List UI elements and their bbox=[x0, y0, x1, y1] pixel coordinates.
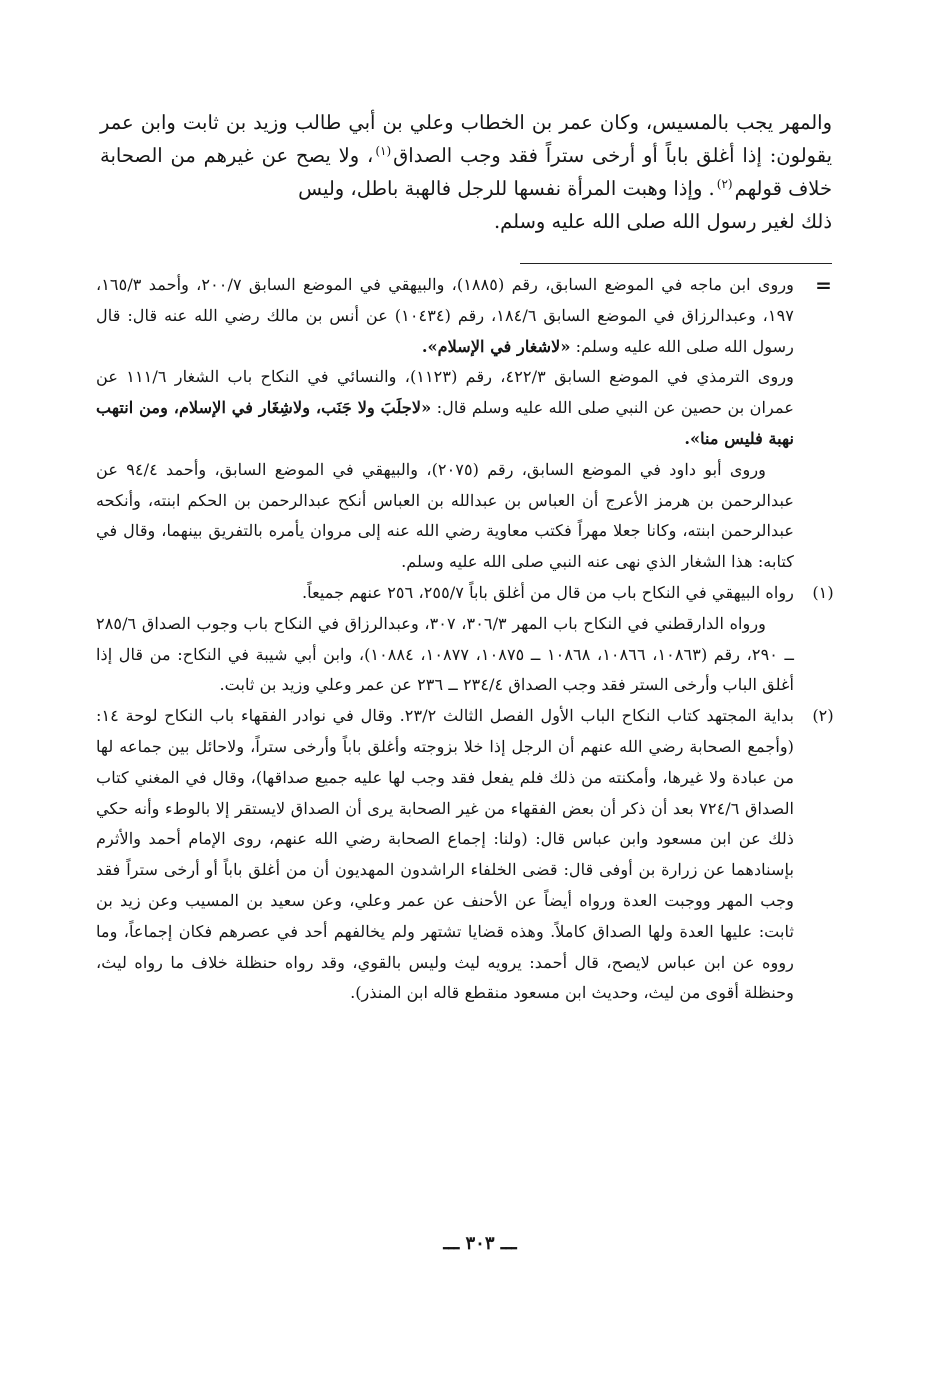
footnotes-section bbox=[96, 270, 844, 1009]
main-text-line bbox=[100, 106, 832, 205]
footnote-paragraph: وروى أبو داود في الموضع السابق، رقم (٢٠٧٥)، والبيهقي في الموضع السابق، وأحمد ٩٤/٤ عن عبدالرحمن بن هرمز الأعرج أن العباس بن عبدالله بن العباس أنكح عبدالرحمن بن الحكم ابنته، وأنكحه عبدالرحمن ابنته، وكانا جعلا مهراً فكتب معاوية رضي الله عنه إلى مروان يأمره بالتفريق بينهما، وقال في كتابه: هذا الشغار الذي نهى عنه النبي صلى الله عليه وسلم. bbox=[96, 459, 794, 572]
main-text-line-3-end: . وإذا وهبت المرأة نفسها للرجل فالهبة باطل، وليس bbox=[298, 177, 715, 200]
page-number: ـــ ٣٠٣ ـــ bbox=[443, 1233, 517, 1254]
footnote-text: وروى ابن ماجه في الموضع السابق، رقم (١٨٨٥)، والبيهقي في الموضع السابق ٢٠٠/٧، وأحمد ١٦٥/٣، ١٩٧، وعبدالرزاق في الموضع السابق ١٨٤/٦، رقم (١٠٤٣٤) عن أنس بن مالك رضي الله عنه قال: قال رسول الله صلى الله عليه وسلم: bbox=[96, 275, 794, 356]
hadith-quote: «لاجلَبَ ولا جَنَب، ولاشِغَار في الإسلام، ومن انتهب نهبة فليس منا». bbox=[96, 398, 794, 448]
footnote-ref-1: (١) bbox=[375, 143, 392, 158]
footnote-paragraph: رواه البيهقي في النكاح باب من قال من أغلق باباً ٢٥٥/٧، ٢٥٦ عنهم جميعاً. bbox=[302, 582, 794, 602]
footnote-paragraph: بداية المجتهد كتاب النكاح الباب الأول الفصل الثالث ٢٣/٢. وقال في نوادر الفقهاء باب النكاح لوحة ١٤: (وأجمع الصحابة رضي الله عنهم أن الرجل إذا خلا بزوجته وأغلق باباً وأرخى ستراً، ولاحائل بين جماعه لها من عبادة ولا غيرها، وأمكنته من ذلك فلم يفعل فقد وجب لها عليه جميع صداقها)، وقال في المغني كتاب الصداق ٧٢٤/٦ بعد أن ذكر أن بعض الفقهاء من غير الصحابة يرى أن الصداق لايستقر إلا بالوطء وأنه حكي ذلك عن ابن مسعود وابن عباس قال: (ولنا: إجماع الصحابة رضي الله عنهم، روى الإمام أحمد والأثرم بإسنادهما عن زرارة بن أوفى قال: قضى الخلفاء الراشدون المهديون أن من أغلق باباً أو أرخى ستراً فقد وجب المهر ووجبت العدة ورواه أيضاً عن الأحنف عن عمر وعلي، وعن سعيد بن المسيب وعن زيد بن ثابت: عليها العدة ولها الصداق كاملاً. وهذه قضايا تشتهر ولم يخالفهم أحد في عصرهم فكان إجماعاً، وما رووه عن ابن عباس لايصح، قال أحمد: يرويه ليث وليس بالقوي، وقد رواه حنظلة خلاف ما رواه ليث، وحنظلة أقوى من ليث، وحديث ابن مسعود منقطع قاله ابن المنذر). bbox=[96, 706, 794, 1003]
main-text-block bbox=[100, 106, 832, 238]
hadith-quote: «لاشغار في الإسلام». bbox=[421, 336, 571, 356]
footnote-separator bbox=[520, 263, 832, 264]
footnote-paragraph: ورواه الدارقطني في النكاح باب المهر ٣٠٦/٣، ٣٠٧، وعبدالرزاق في النكاح باب وجوب الصداق ٢٨٥/٦ ــ ٢٩٠، رقم (١٠٨٦٣، ١٠٨٦٦، ١٠٨٦٨ ــ ١٠٨٧٥، ١٠٨٧٧، ١٠٨٨٤)، وابن أبي شيبة في النكاح: من قال إذا أغلق الباب وأرخى الستر فقد وجب الصداق ٢٣٤/٤ ــ ٢٣٦ عن عمر وعلي وزيد بن ثابت. bbox=[96, 613, 794, 695]
footnote-continued bbox=[96, 270, 844, 578]
footnote-paragraph bbox=[96, 362, 794, 454]
footnote-text: وروى الترمذي في الموضع السابق ٤٢٢/٣، رقم (١١٢٣)، والنسائي في النكاح باب الشغار ١١١/٦ عن عمران بن حصين عن النبي صلى الله عليه وسلم قال: bbox=[96, 367, 794, 418]
footnote-marker-1: (١) bbox=[812, 582, 834, 602]
footnote-marker-2: (٢) bbox=[812, 706, 834, 726]
main-text-last-line: ذلك لغير رسول الله صلى الله عليه وسلم. bbox=[493, 210, 832, 233]
footnote-ref-2: (٢) bbox=[716, 176, 733, 191]
main-text-line-1: والمهر يجب بالمسيس، وكان عمر بن الخطاب وعلي بن أبي طالب وزيد بن ثابت bbox=[182, 111, 832, 134]
footnote-1 bbox=[96, 578, 844, 701]
main-text-line-3: غيرهم من الصحابة خلاف قولهم bbox=[100, 144, 832, 200]
continuation-marker: = bbox=[815, 273, 831, 297]
footnote-paragraph bbox=[96, 270, 794, 362]
main-text-line-2-end: ، ولا يصح عن bbox=[261, 144, 374, 167]
footnote-2 bbox=[96, 701, 844, 1009]
main-text-line-2: وابن عمر يقولون: إذا أغلق باباً أو أرخى ستراً فقد وجب الصداق bbox=[100, 111, 833, 167]
